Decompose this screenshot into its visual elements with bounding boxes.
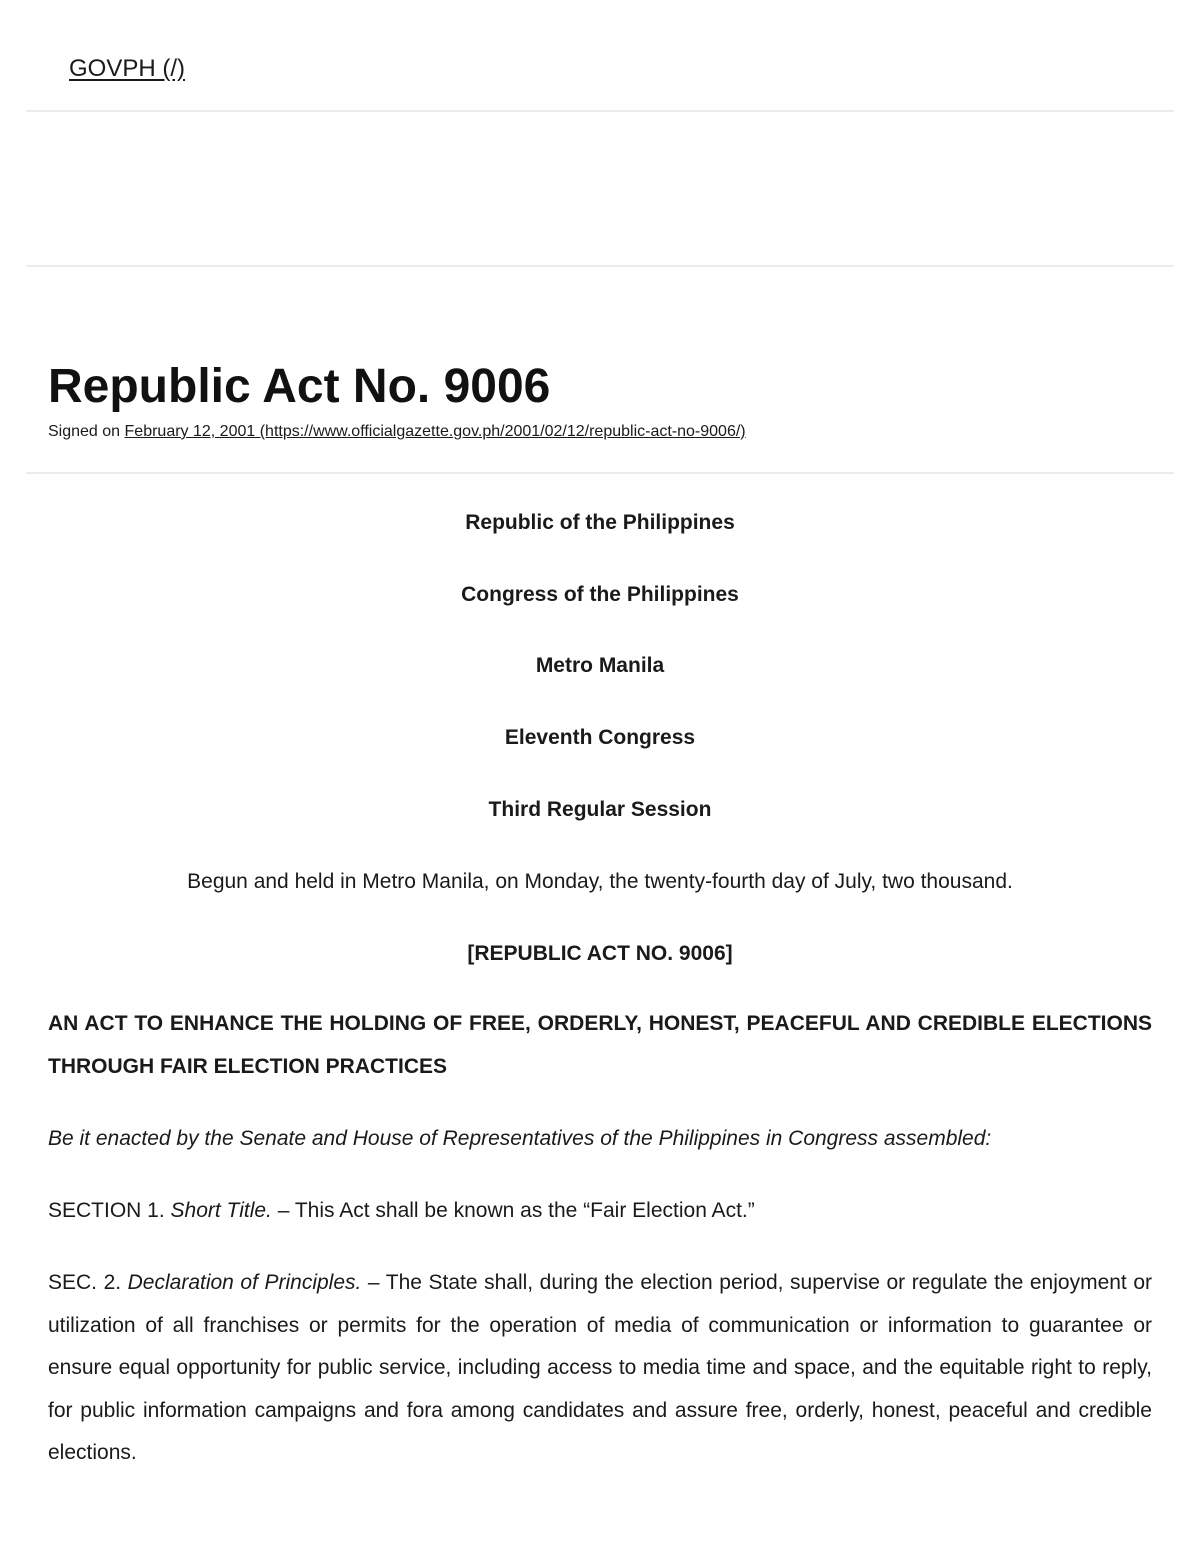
act-number: [REPUBLIC ACT NO. 9006] <box>467 942 733 965</box>
heading-congress: Congress of the Philippines <box>461 583 739 606</box>
section-2 <box>48 1262 1152 1475</box>
section-1-label: SECTION 1. <box>48 1199 171 1222</box>
divider <box>26 265 1174 267</box>
act-title: AN ACT TO ENHANCE THE HOLDING OF FREE, ORDERLY, HONEST, PEACEFUL AND CREDIBLE ELECTIONS THROUGH FAIR ELECTION PRACTICES <box>48 1012 1152 1078</box>
divider <box>26 472 1174 474</box>
divider <box>26 110 1174 112</box>
heading-republic: Republic of the Philippines <box>465 511 735 534</box>
section-2-label: SEC. 2. <box>48 1271 128 1294</box>
begun-line: Begun and held in Metro Manila, on Monday, the twenty-fourth day of July, two thousand. <box>187 870 1013 893</box>
section-1-text: – This Act shall be known as the “Fair Election Act.” <box>271 1199 755 1222</box>
section-2-text: – The State shall, during the election period, supervise or regulate the enjoyment or utilization of all franchises or permits for the operation of media of communication or information to guarantee or ensure equal opportunity for public service, including access to media time and space, and the equitable right to reply, for public information campaigns and fora among candidates and assure free, orderly, honest, peaceful and credible elections. <box>48 1271 1152 1464</box>
signed-date-link[interactable]: February 12, 2001 (https://www.officialgazette.gov.ph/2001/02/12/republic-act-no-9006/) <box>124 423 746 440</box>
heading-congress-number: Eleventh Congress <box>504 726 696 749</box>
heading-session: Third Regular Session <box>488 798 712 821</box>
section-2-heading: Declaration of Principles. <box>127 1271 362 1294</box>
enacting-clause: Be it enacted by the Senate and House of Representatives of the Philippines in Congress assembled: <box>48 1127 992 1150</box>
section-1-heading: Short Title. <box>170 1199 272 1222</box>
signed-prefix: Signed on <box>48 423 125 440</box>
section-1 <box>48 1190 1152 1233</box>
page-title: Republic Act No. 9006 <box>48 360 551 413</box>
govph-home-link[interactable]: GOVPH (/) <box>69 55 186 82</box>
signed-date <box>48 422 746 442</box>
govph-nav <box>69 54 185 84</box>
heading-location: Metro Manila <box>535 654 665 677</box>
